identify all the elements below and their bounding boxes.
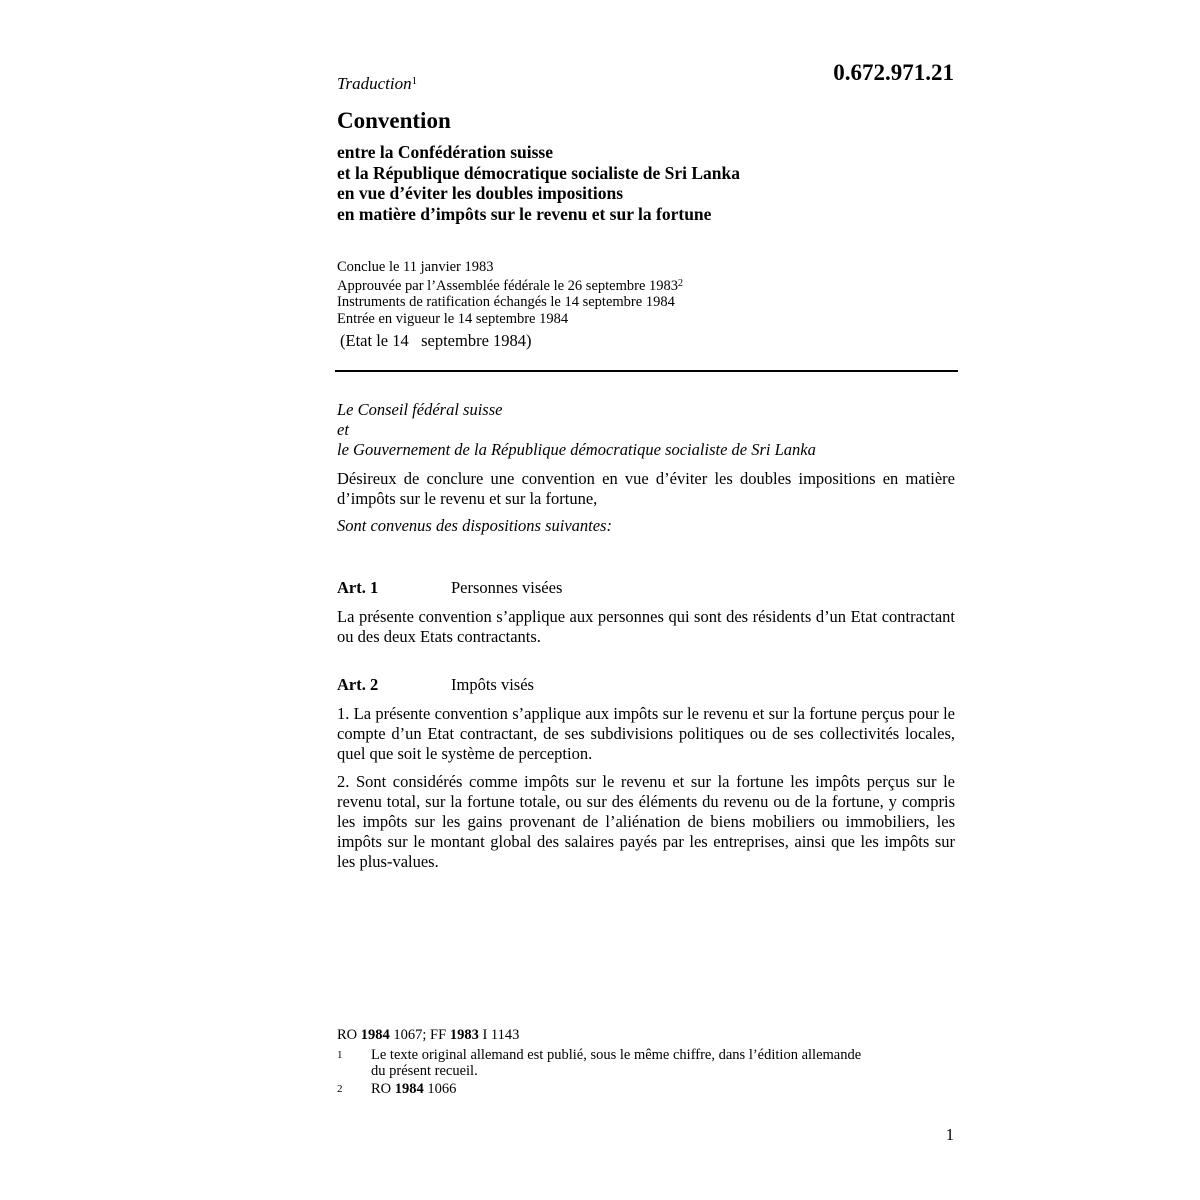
subtitle-line: en vue d’éviter les doubles impositions [337,183,624,203]
date-conclue: Conclue le 11 janvier 1983 [337,259,494,275]
subtitle-line: et la République démocratique socialiste de Sri Lanka [337,162,740,183]
footnote-number: 1 [337,1049,343,1061]
subtitle-line: entre la Confédération suisse [337,142,553,162]
translation-label: Traduction$^1$ [337,74,418,93]
document-dates [337,259,683,327]
party-sri-lanka: le Gouvernement de la République démocratique socialiste de Sri Lanka [337,440,816,459]
etat-date: (Etat le 14 septembre 1984) [340,331,532,350]
page-number: 1 [945,1125,954,1144]
article-title: Impôts visés [451,675,534,694]
sr-number: 0.672.971.21 [833,60,954,85]
article-paragraph: La présente convention s’applique aux personnes qui sont des résidents d’un Etat contractant ou des deux Etats contractants. [337,607,955,646]
footnote-ref: 1 [411,75,418,87]
footnote [337,1047,977,1081]
article-title: Personnes visées [451,578,563,597]
preamble-convenus: Sont convenus des dispositions suivantes: [337,516,612,535]
article-paragraph: 2. Sont considérés comme impôts sur le revenu et sur la fortune les impôts perçus sur le revenu total, sur la fortune totale, ou sur des éléments du revenu ou de la fortune, y compris les impôts sur les gains provenant de l’aliénation de biens mobiliers ou immobiliers, les impôts sur le montant global des salaires payés par les entreprises, ainsi que les impôts sur les plus-values. [337,772,955,871]
footnote-text: Le texte original allemand est publié, sous le même chiffre, dans l’édition allemande du présent recueil. [371,1047,862,1079]
document-title: Convention [337,108,451,133]
date-entree: Entrée en vigueur le 14 septembre 1984 [337,310,569,327]
date-approuvee: Approuvée par l’Assemblée fédérale le 26 septembre 1983$^2$ [337,277,684,294]
subtitle-line: en matière d’impôts sur le revenu et sur la fortune [337,203,712,224]
horizontal-rule [335,370,958,372]
preamble-desireux: Désireux de conclure une convention en vue d’éviter les doubles impositions en matière d’impôts sur le revenu et sur la fortune, [337,469,955,508]
contracting-parties [337,400,816,460]
footnote-number: 2 [337,1083,343,1095]
party-conjunction: et [337,420,349,439]
footnote [337,1081,977,1099]
article-heading [337,578,562,598]
footnote-text: RO 1984 1066 [371,1081,457,1097]
footnote-ref: 2 [678,277,684,289]
article-heading [337,675,534,695]
date-instruments: Instruments de ratification échangés le 14 septembre 1984 [337,294,675,310]
article-number: Art. 1 [337,578,379,597]
article-paragraph: 1. La présente convention s’applique aux impôts sur le revenu et sur la fortune perçus pour le compte d’un Etat contractant, de ses subdivisions politiques ou de ses collectivités locales, quel que soit le système de perception. [337,704,955,763]
official-reference: RO 1984 1067; FF 1983 I 1143 [337,1027,520,1043]
article-number: Art. 2 [337,675,379,694]
party-switzerland: Le Conseil fédéral suisse [337,400,503,419]
document-subtitle [337,142,740,224]
